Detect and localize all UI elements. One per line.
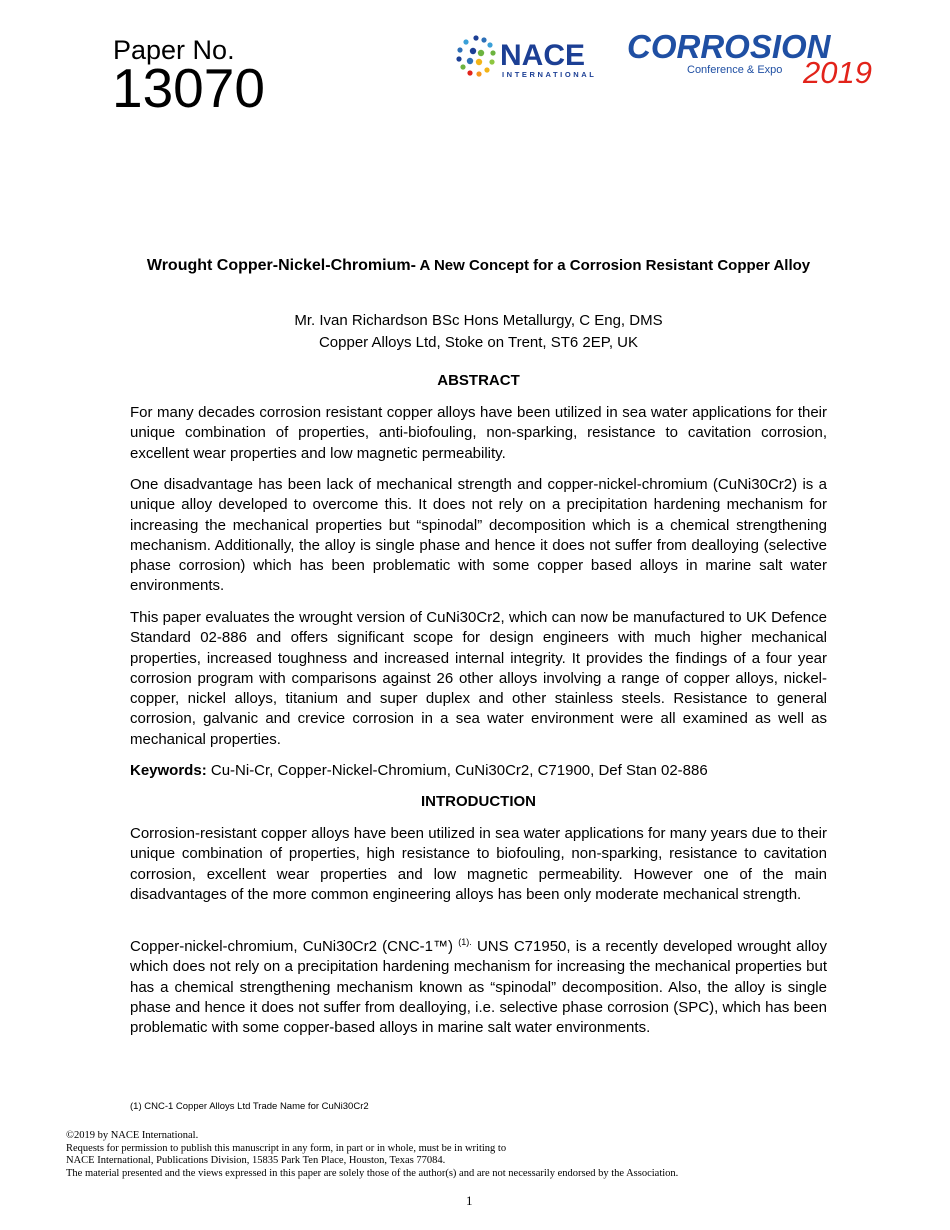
keywords-label: Keywords: [130,762,207,779]
page-number: 1 [466,1193,473,1208]
nace-logo-subtext: INTERNATIONAL [502,70,597,79]
corrosion-logo-year: 2019 [803,55,872,90]
corrosion-logo-subtext: Conference & Expo [687,64,783,76]
abstract-paragraph-3: This paper evaluates the wrought version of CuNi30Cr2, which can now be manufactured to UK Defence Standard 02-886 and offers significant scope for design engineers with much higher mechanical properties, increased toughness and increased internal integrity. It provides the findings of a four year corrosion program with comparisons against 26 other alloys involving a range of copper alloys, nickel-copper, nickel alloys, titanium and super duplex and other stainless steels. Resistance to general corrosion, galvanic and crevice corrosion in a sea water environment were all examined as well as mechanical properties. [130,609,827,748]
nace-globe-icon [452,32,614,82]
copyright-line: ©2019 by NACE International. [66,1130,199,1141]
corrosion-logo [625,30,883,90]
nace-logo-text: NACE [500,39,586,72]
introduction-heading: INTRODUCTION [421,793,536,810]
paper-title-rest: A New Concept for a Corrosion Resistant Copper Alloy [415,257,811,274]
introduction-paragraph-2 [130,937,827,1038]
copyright-line: NACE International, Publications Division, 15835 Park Ten Place, Houston, Texas 77084. [66,1155,446,1167]
copyright-line: Requests for permission to publish this manuscript in any form, in part or in whole, must be in writing to [66,1142,507,1154]
footnote-reference: (1). [458,937,472,947]
abstract-heading: ABSTRACT [437,372,520,389]
author-block [130,310,827,354]
author-name: Mr. Ivan Richardson BSc Hons Metallurgy, C Eng, DMS [294,312,663,329]
footnote: (1) CNC-1 Copper Alloys Ltd Trade Name for CuNi30Cr2 [130,1101,369,1112]
paper-title-main: Wrought Copper-Nickel-Chromium- [146,257,416,274]
intro-p2-start: Copper-nickel-chromium, CuNi30Cr2 (CNC-1™) [130,938,459,955]
corrosion-logo-text: CORROSION [627,30,831,65]
keywords-line [130,761,827,781]
abstract-paragraph-1: For many decades corrosion resistant copper alloys have been utilized in sea water applications for their unique combination of properties, anti-biofouling, non-sparking, resistance to cavitation corrosion, excellent wear properties and low magnetic permeability. [130,404,827,462]
nace-logo [452,32,614,82]
paper-label: Paper No. [113,35,235,65]
paper-number: 13070 [112,57,265,119]
intro-p2-rest: UNS C71950, is a recently developed wrought alloy which does not rely on a precipitation hardening mechanism for increasing the mechanical properties but has a chemical strengthening mechanism known as “spinodal” decomposition. Also, the alloy is single phase and hence it does not suffer from dealloying, i.e. selective phase corrosion (SPC), which has been problematic with some copper-based alloys in marine salt water environments. [130,938,827,1037]
abstract-paragraph-2: One disadvantage has been lack of mechanical strength and copper-nickel-chromium (CuNi30Cr2) is a unique alloy developed to overcome this. It does not rely on a precipitation hardening mechanism for increasing the mechanical properties but “spinodal” decomposition which is a chemical strengthening mechanism. Additionally, the alloy is single phase and hence it does not suffer from dealloying (selective phase corrosion) which has been problematic with some copper based alloys in marine salt water environments. [130,476,827,595]
copyright-block [66,1130,678,1181]
keywords-text: Cu-Ni-Cr, Copper-Nickel-Chromium, CuNi30Cr2, C71900, Def Stan 02-886 [206,762,708,779]
paper-title [130,255,827,277]
copyright-line: The material presented and the views expressed in this paper are solely those of the author(s) and are not necessarily endorsed by the Association. [66,1168,679,1180]
author-affiliation: Copper Alloys Ltd, Stoke on Trent, ST6 2EP, UK [318,334,639,351]
introduction-paragraph-1: Corrosion-resistant copper alloys have been utilized in sea water applications for many years due to their unique combination of properties, high resistance to biofouling, non-sparking, resistance to cavitation corrosion, excellent wear properties and low magnetic permeability. However one of the main disadvantages of the more common engineering alloys has been only moderate mechanical strength. [130,825,827,903]
